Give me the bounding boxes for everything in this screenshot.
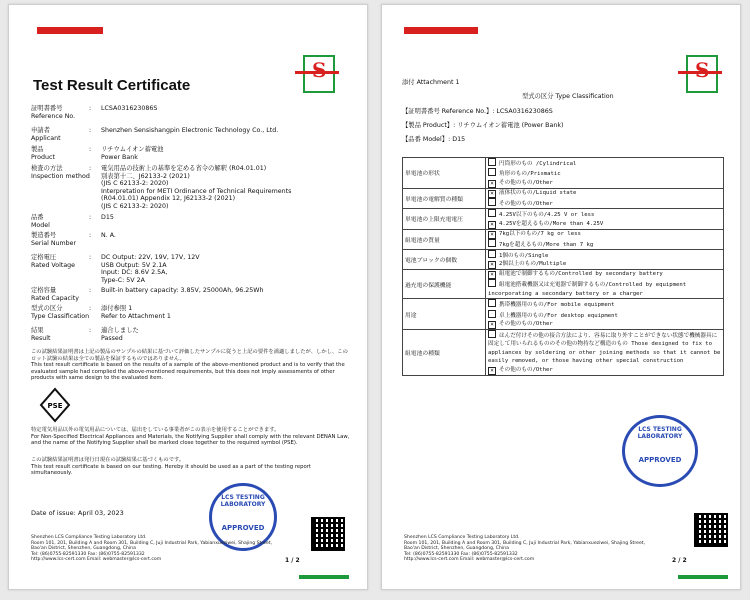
field-label: 証明書番号 Reference No. [31,105,76,120]
field-label: 結果 Result [31,327,51,342]
table-row [403,250,724,270]
option-text: 卓上機器用のもの/For desktop equipment [499,312,618,319]
option-text: 4.25V以下のもの/4.25 V or less [499,212,595,219]
option-text: その他のもの/Other [499,200,553,207]
checked-box-icon: × [488,321,496,329]
option-text: 携帯機器用のもの/For mobile equipment [499,302,615,309]
options-cell [486,158,724,189]
page-title: Test Result Certificate [33,77,191,94]
option-text: 7kgを超えるもの/More than 7 kg [499,241,594,248]
field-label: 品番 Model [31,214,50,229]
option-item [488,220,721,229]
option-text: 2個以上のもの/Multiple [499,261,567,268]
checked-box-icon: × [488,180,496,188]
category-cell: 単電池の電解質の種類 [403,188,486,208]
option-text: 7kg以下のもの/7 kg or less [499,230,581,237]
category-cell: 単電池の形状 [403,158,486,189]
option-item [488,158,721,168]
field-colon: : [89,105,92,112]
type-classification-table [402,157,724,376]
option-text: 1個のもの/Single [499,253,549,260]
qr-code [694,513,728,547]
options-cell [486,250,724,270]
options-cell [486,188,724,208]
qr-code [311,517,345,551]
field-label: 申請者 Applicant [31,127,61,142]
checked-box-icon: × [488,190,496,198]
pse-note: 特定電気用品以外の電気用品については、届出をしている事業者がこの表示を使用することができます。 For Non-Specified Electrical Appliances and Materials, the Notifying Supplier shall comply with the relevant DENAN Law, and the name of the Notifying Supplier shall be marked close together to the required symbol (PSE). [31,427,350,447]
model-line: 【品番 Model】: D15 [402,136,466,143]
unchecked-box-icon [488,239,496,247]
unchecked-box-icon [488,168,496,176]
option-item [488,209,721,219]
table-row [403,158,724,189]
option-item [488,270,721,279]
option-item [488,330,721,366]
options-cell [486,229,724,249]
option-text: 4.25Vを超えるもの/More than 4.25V [499,220,604,227]
field-colon: : [89,254,92,261]
field-value: 電気用品の技術上の基準を定める省令の解釈 (R04.01.01) 別表第十二、J62133-2 (2021) (JIS C 62133-2: 2020) Interpretation for METI Ordinance of Technical Requirements (R04.01.01) Appendix 12, J62133-2 (2021) (JIS C 62133-2: 2020) [101,165,292,210]
unchecked-box-icon [488,198,496,206]
option-text: 組電池で制御するもの/Controlled by secondary battery [499,271,663,278]
options-cell [486,209,724,229]
field-colon: : [89,127,92,134]
field-colon: : [89,165,92,172]
field-colon: : [89,327,92,334]
field-colon: : [89,232,92,239]
options-cell [486,270,724,299]
option-item [488,250,721,260]
approved-stamp: LCS TESTING LABORATORY APPROVED [622,415,698,487]
lcs-logo-icon: S [678,53,722,93]
attachment-label: 添付 Attachment 1 [402,79,460,86]
field-label: 型式の区分 Type Classification [31,305,90,320]
category-cell: 電池ブロックの個数 [403,250,486,270]
category-cell: 単電池の上限充電電圧 [403,209,486,229]
table-row [403,299,724,330]
page-number: 1 / 2 [285,557,300,564]
lcs-logo-icon: S [295,53,339,93]
attachment-heading: 型式の区分 Type Classification [522,93,614,100]
category-cell: 過充電の保護機能 [403,270,486,299]
field-label: 製品 Product [31,146,55,161]
field-colon: : [89,287,92,294]
unchecked-box-icon [488,310,496,318]
page-number: 2 / 2 [672,557,687,564]
field-value: リチウムイオン蓄電池 Power Bank [101,146,164,161]
option-text: 円筒形のもの /Cylindrical [499,161,577,167]
option-item [488,299,721,309]
field-label: 定格電圧 Rated Voltage [31,254,76,269]
option-item [488,189,721,198]
svg-text:PSE: PSE [47,402,63,410]
option-item [488,239,721,249]
category-cell: 用途 [403,299,486,330]
option-text: その他のもの/Other [499,321,553,328]
product-line: 【製品 Product】: リチウムイオン蓄電池 (Power Bank) [402,122,564,129]
page-footer: Shenzhen LCS Compliance Testing Laboratory Ltd. Room 101, 201, Building A and Room 301, Building C, Juji Industrial Park, Yabianxueziwei, Shajing Street, Bao'an District, Shenzhen, Guangdong, China Tel: (86)0755-82591330 Fax: (86)0755-82591332 http://www.lcs-cert.com Email: webmaster@lcs-cert.com [404,535,646,563]
unchecked-box-icon [488,250,496,258]
option-item [488,260,721,269]
checked-box-icon: × [488,271,496,279]
field-value: LCSA031623086S [101,105,158,112]
date-of-issue: Date of issue: April 03, 2023 [31,509,124,517]
field-label: 定格容量 Rated Capacity [31,287,79,302]
field-label: 検査の方法 Inspection method [31,165,90,180]
table-row [403,188,724,208]
checked-box-icon: × [488,261,496,269]
options-cell [486,299,724,330]
unchecked-box-icon [488,299,496,307]
option-item [488,320,721,329]
option-item [488,279,721,298]
field-value: D15 [101,214,114,221]
header-red-bar [404,27,478,34]
options-cell [486,330,724,376]
certificate-page-1 [8,4,368,590]
field-colon: : [89,214,92,221]
footer-green-bar [299,575,349,579]
pse-mark-icon [39,387,71,423]
reference-line: 【証明書番号 Reference No.】: LCSA031623086S [402,108,553,115]
certificate-page-2 [381,4,741,590]
checked-box-icon: × [488,367,496,375]
option-text: 液体状のもの/Liquid state [499,189,577,196]
option-item [488,168,721,178]
option-item [488,310,721,320]
field-value: Built-in battery capacity: 3.85V, 25000Ah, 96.25Wh [101,287,264,294]
field-value: DC Output: 22V, 19V, 17V, 12V USB Output: 5V 2.1A Input: DC: 8.6V 2.5A, Type-C: 5V 2A [101,254,200,284]
option-item [488,179,721,188]
sample-note: この試験結果証明書は上記の製品のサンプルの結果に基づいて評価したサンプルに従うと上記の要件を満適しましたが、しかし、このロット試験の結果は全ての製品を保証するものではありません。 This test result certificate is based on the results of a sample of the above-mentioned product and is to verify that the evaluated sample had complied the above-mentioned requirements, but this does not imply assessments of other products with same design to the evaluated item. [31,349,348,382]
field-value: N. A. [101,232,116,239]
field-colon: : [89,305,92,312]
unchecked-box-icon [488,279,496,287]
option-item [488,230,721,239]
field-value: 適合しました Passed [101,327,139,342]
field-label: 製造番号 Serial Number [31,232,77,247]
testing-note: この試験結果証明書は発行日現在の試験結果に基づくものです。 This test result certificate is based on our testing. Hereby it should be used as a part of the testing report simultaneously. [31,457,311,477]
approved-stamp: LCS TESTING LABORATORY APPROVED [209,483,277,551]
option-text: その他のもの/Other [499,179,553,186]
page-footer: Shenzhen LCS Compliance Testing Laboratory Ltd. Room 101, 201, Building A and Room 301, Building C, Juji Industrial Park, Yabianxueziwei, Shajing Street, Bao'an District, Shenzhen, Guangdong, China Tel: (86)0755-82591330 Fax: (86)0755-82591332 http://www.lcs-cert.com Email: webmaster@lcs-cert.com [31,535,273,563]
footer-green-bar [678,575,728,579]
table-row [403,209,724,229]
table-row [403,330,724,376]
header-red-bar [37,27,103,34]
option-text: はんだ付けその他の接合方法により、容易に取り外すことができない状態で機械器具に固定して用いられるもののその他の物持など構造のもの Those designed to fix to appliances by soldering or other joining methods so that it cannot be easily removed, or those having other special construction [488,333,721,365]
option-text: 組電池搭載機器又は充電器で制御するもの/Controlled by equipment incorporating a secondary battery or a charger [488,282,687,297]
checked-box-icon: × [488,231,496,239]
unchecked-box-icon [488,209,496,217]
option-item [488,198,721,208]
option-text: 角形のもの/Prismatic [499,171,561,178]
unchecked-box-icon [488,158,496,166]
category-cell: 組電池の質量 [403,229,486,249]
unchecked-box-icon [488,330,496,338]
field-colon: : [89,146,92,153]
table-row [403,270,724,299]
field-value: Shenzhen Sensishangpin Electronic Technology Co., Ltd. [101,127,279,134]
category-cell: 組電池の種類 [403,330,486,376]
checked-box-icon: × [488,221,496,229]
table-row [403,229,724,249]
option-item [488,366,721,375]
field-value: 添付参照 1 Refer to Attachment 1 [101,305,171,320]
option-text: その他のもの/Other [499,366,553,373]
